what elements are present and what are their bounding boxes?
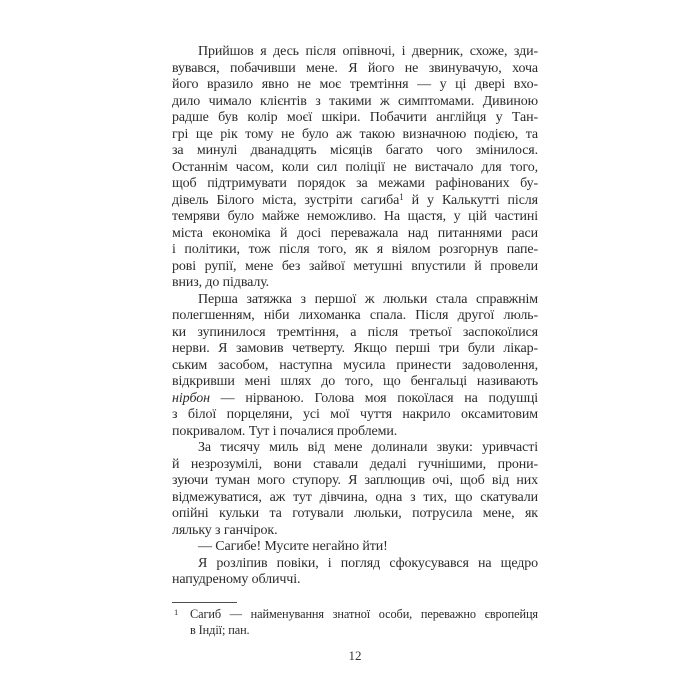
footnote-marker: 1	[174, 606, 179, 617]
text-line	[172, 143, 538, 160]
footnote-line: в Індії; пан.	[190, 622, 250, 637]
text-line	[172, 358, 538, 375]
text-segment: покривалом. Тут і почалися проблеми.	[172, 423, 398, 439]
text-line	[172, 308, 538, 325]
text-line	[172, 473, 538, 490]
paragraph	[172, 556, 538, 589]
footnote-line: Сагиб — найменування знатної особи, переважно європейця	[190, 606, 538, 621]
paragraph	[172, 440, 538, 539]
text-segment: й у Калькутті після	[403, 192, 538, 208]
text-line	[172, 391, 538, 408]
text-line	[172, 572, 538, 589]
paragraph	[172, 292, 538, 441]
text-line	[172, 77, 538, 94]
text-line	[172, 61, 538, 78]
text-segment: опійні кульки та готували люльки, потрусила мене, як	[172, 506, 538, 521]
footnote-body	[172, 606, 538, 638]
text-line	[172, 193, 538, 210]
text-segment: його вразило явно не моє тремтіння — у ці двері вхо-	[172, 77, 538, 92]
text-segment: Я розліпив повіки, і погляд сфокусувався на щедро	[198, 555, 538, 571]
footnote-separator	[172, 602, 237, 603]
text-segment: — Сагибе! Мусите негайно йти!	[198, 539, 388, 554]
text-segment: полегшенням, ніби лихоманка спала. Після другої люль-	[172, 308, 538, 323]
text-segment: міста економіка й досі переважала над питаннями раси	[172, 225, 538, 241]
page-number: 12	[348, 648, 362, 663]
text-line	[172, 176, 538, 193]
text-line	[172, 374, 538, 391]
paragraph	[172, 44, 538, 292]
text-line	[172, 160, 538, 177]
text-segment: ки зупинилося тремтіння, а після третьої заспокоїлися	[172, 324, 538, 340]
text-segment: щоб підтримувати порядок за межами рафінованих бу-	[172, 176, 538, 191]
text-line	[172, 440, 538, 457]
text-segment: грі ще рік тому не було аж такою визначною подією, та	[172, 126, 538, 142]
text-segment: радше був колір моєї шкіри. Побачити англійця у Тан-	[172, 110, 538, 125]
text-segment: вувався, побачивши мене. Я його не звинувачую, хоча	[172, 60, 538, 76]
text-segment: дило чимало клієнтів з такими ж симптомами. Дивиною	[172, 93, 538, 109]
text-line	[172, 44, 538, 61]
text-line	[172, 556, 538, 573]
text-line	[172, 325, 538, 342]
text-segment: напудреному обличчі.	[172, 572, 301, 587]
text-line	[172, 539, 538, 556]
text-line	[172, 341, 538, 358]
text-segment: дівель Білого міста, зустріти сагиба	[172, 192, 400, 208]
text-segment: — нірваною. Голова моя покоїлася на подушці	[209, 390, 538, 406]
text-line	[172, 490, 538, 507]
text-line	[172, 94, 538, 111]
text-segment: нерви. Я замовив четверту. Якщо перші три були лікар-	[172, 341, 538, 356]
footnote	[172, 602, 538, 638]
text-line	[172, 506, 538, 523]
text-block	[172, 44, 538, 638]
text-segment: За тисячу миль від мене долинали звуки: уривчасті	[198, 440, 538, 455]
text-segment: Перша затяжка з першої ж люльки стала справжнім	[198, 291, 538, 307]
text-line	[172, 242, 538, 259]
text-segment: ляльку з ганчірок.	[172, 522, 278, 538]
text-segment: Останнім часом, коли сил поліції не вистачало для того,	[172, 159, 538, 175]
footnote-reference: 1	[399, 191, 404, 202]
text-line	[172, 259, 538, 276]
text-segment: і політики, тож після того, як я віялом розгорнув папе-	[172, 242, 538, 257]
text-segment: темряви було майже неможливо. На щастя, у цій частині	[172, 209, 538, 224]
text-segment: зуючи туман мого ступору. Я заплющив очі, щоб від них	[172, 473, 538, 488]
text-line	[172, 110, 538, 127]
text-line	[172, 523, 538, 540]
text-segment: Прийшов я десь після опівночі, і дверник, схоже, зди-	[198, 44, 538, 59]
text-line	[172, 209, 538, 226]
text-segment: ським засобом, наступна мусила принести задоволення,	[172, 357, 538, 373]
text-line	[172, 226, 538, 243]
text-segment: рові рупії, мене без зайвої метушні впустили й провели	[172, 258, 538, 274]
text-line	[172, 292, 538, 309]
text-segment: відкривши мені шлях до того, що бенгальці називають	[172, 374, 538, 389]
text-segment: й незрозумілі, вони ставали дедалі гучнішими, прони-	[172, 456, 538, 472]
paragraph	[172, 539, 538, 556]
text-segment: за минулі дванадцять місяців багато чого змінилося.	[172, 143, 538, 158]
text-line	[172, 127, 538, 144]
text-line	[172, 275, 538, 292]
text-line	[172, 424, 538, 441]
text-line	[172, 457, 538, 474]
text-line	[172, 407, 538, 424]
paragraphs	[172, 44, 538, 589]
text-segment: вниз, до підвалу.	[172, 275, 270, 290]
text-segment: відмежуватися, аж тут дівчина, одна з тих, що скатували	[172, 489, 538, 505]
text-segment: з білої порцеляни, усі мої чуття накрило оксамитовим	[172, 407, 538, 422]
italic-term: нірбон	[172, 390, 210, 406]
